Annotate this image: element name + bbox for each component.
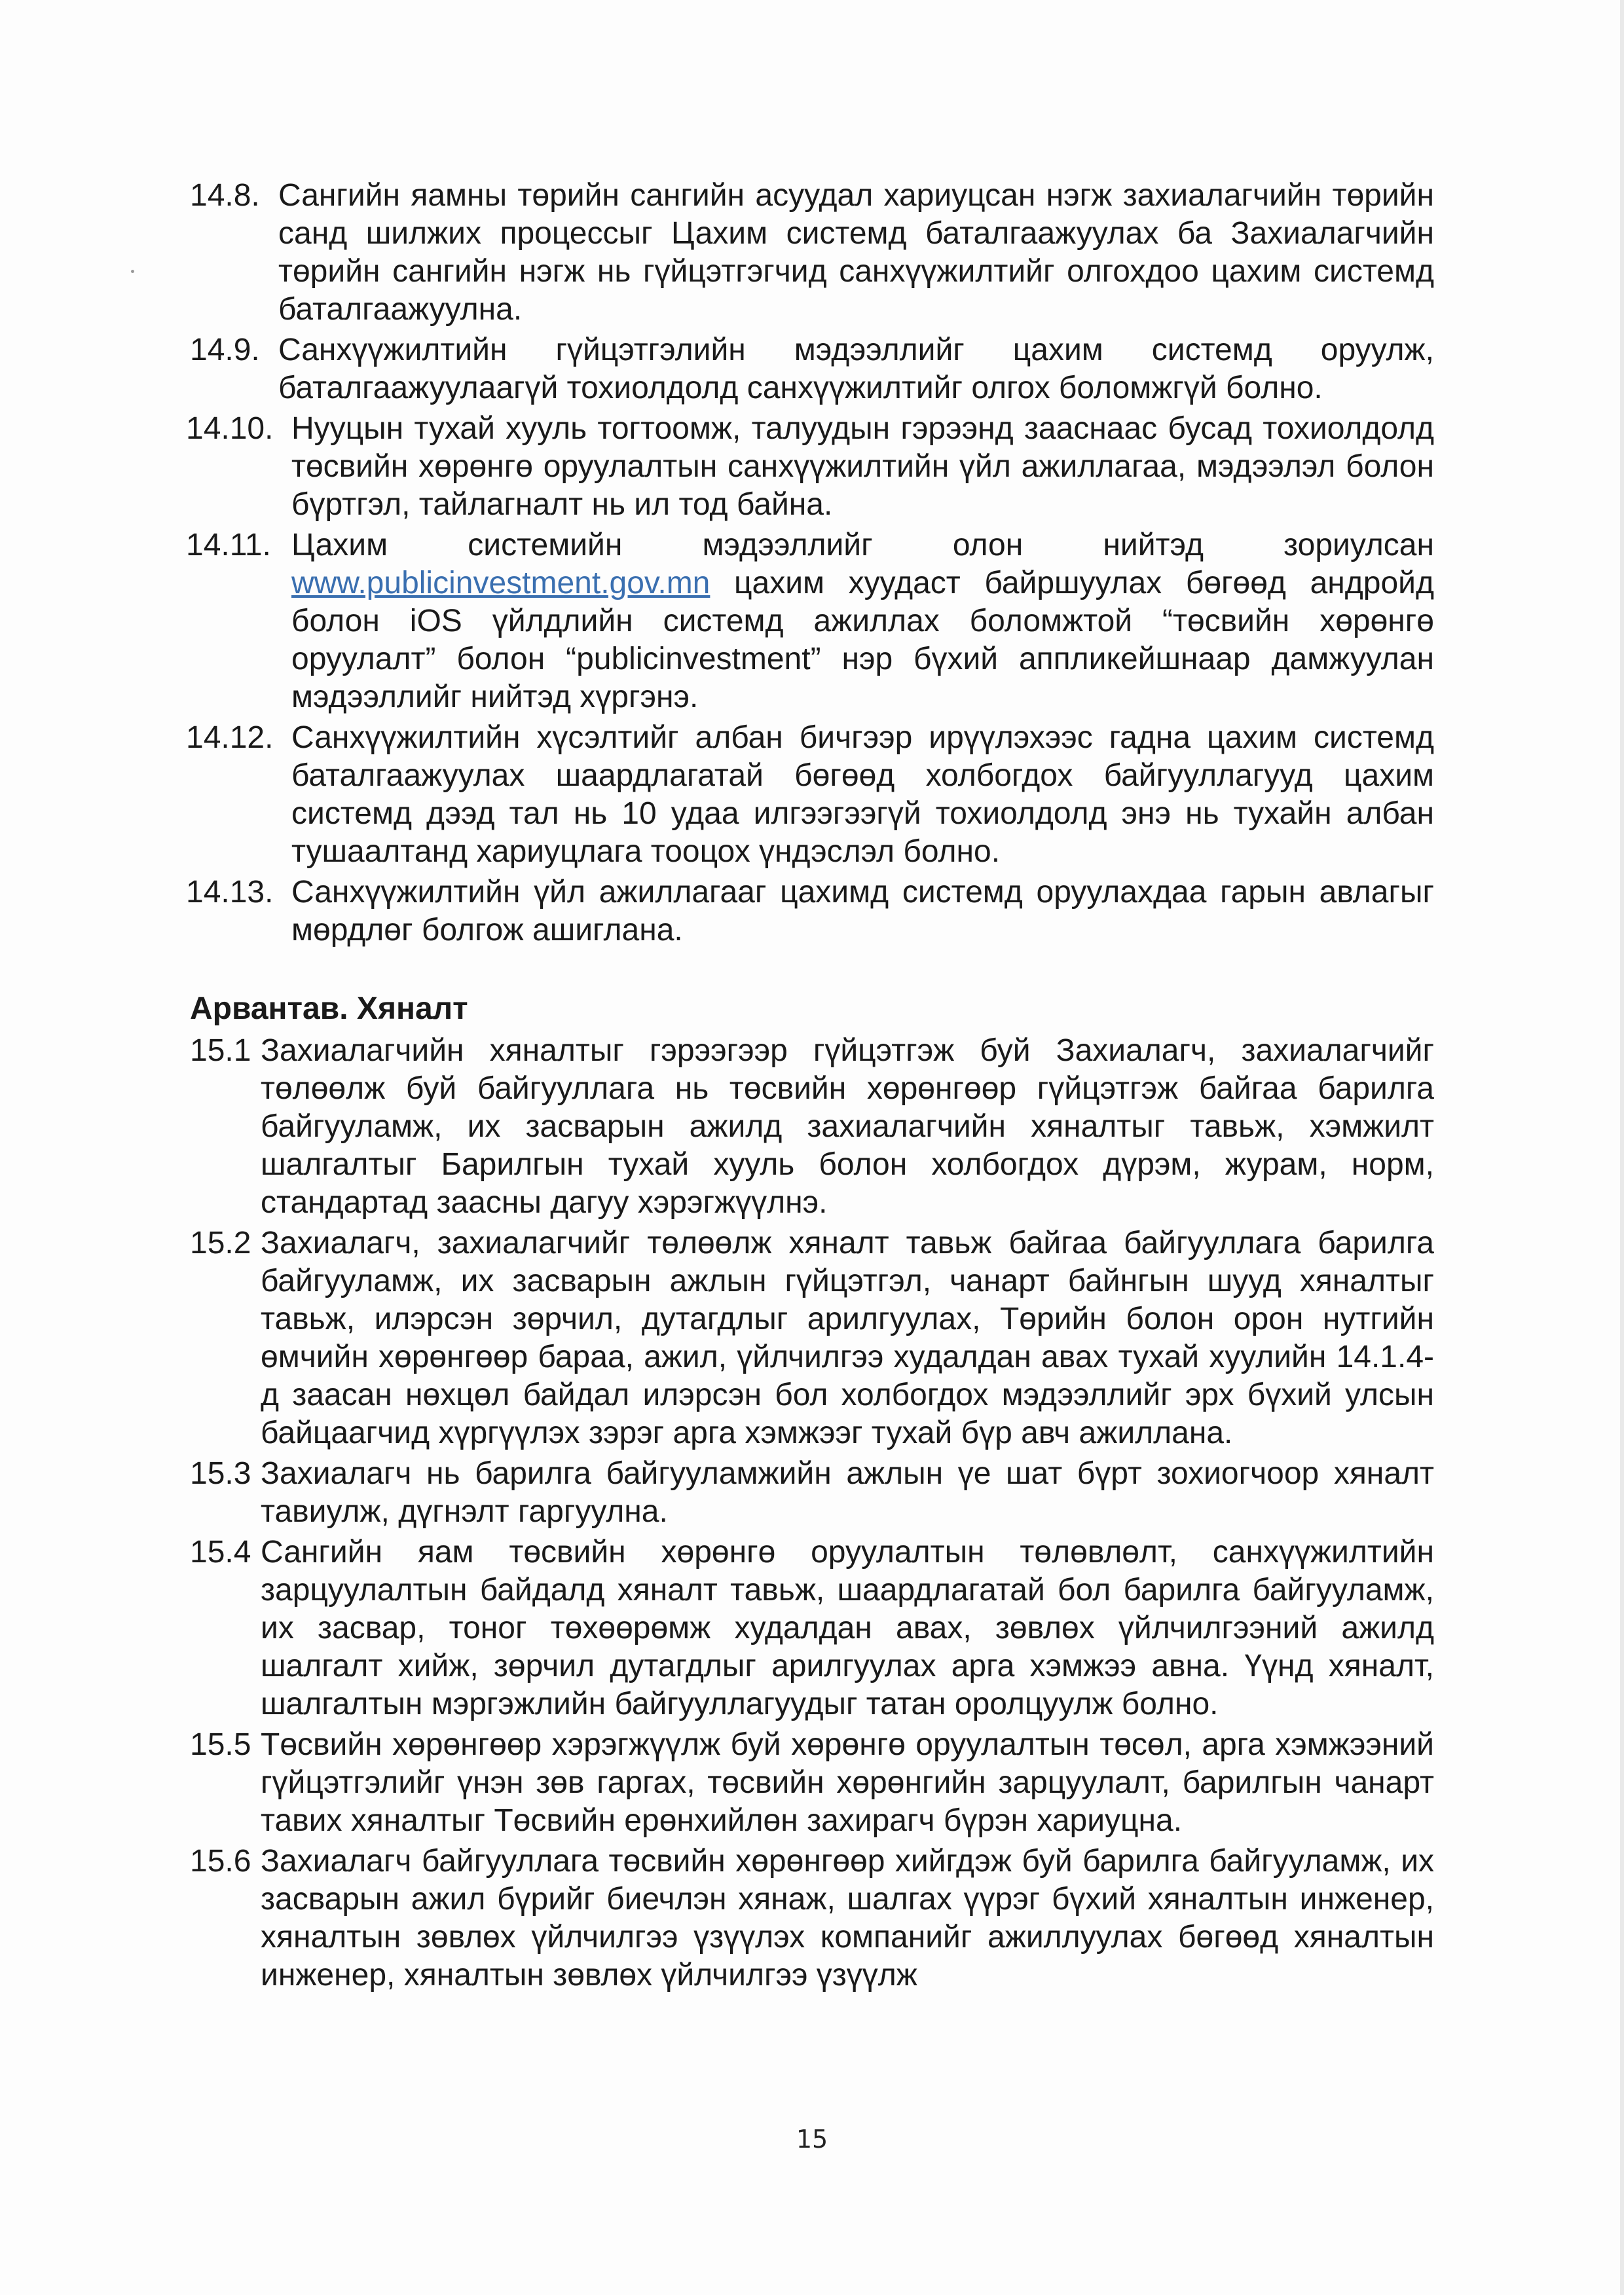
clause-14-8 <box>190 177 1434 329</box>
page-number: 15 <box>796 2125 828 2154</box>
clause-text: Захиалагч байгууллага төсвийн хөрөнгөөр хийгдэж буй барилга байгууламж, их засварын ажил бүрийг биечлэн хянаж, шалгах үүрэг бүхий хяналтын инженер, хяналтын зөвлөх үйлчилгээ үзүүлэх компанийг ажиллуулах бөгөөд хяналтын инженер, хяналтын зөвлөх үйлчилгээ үзүүлж <box>261 1844 1434 1992</box>
clause-number: 15.6 <box>190 1844 251 1879</box>
clause-number: 14.12. <box>186 720 274 755</box>
clause-text: Санхүүжилтийн хүсэлтийг албан бичгээр ирүүлэхээс гадна цахим системд баталгаажуулах шаардлагатай бөгөөд холбогдох байгууллагууд цахим системд дээд тал нь 10 удаа илгээгээгүй тохиолдолд энэ нь тухайн албан тушаалтанд хариуцлага тооцох үндэслэл болно. <box>291 720 1434 869</box>
section-14-list <box>186 177 1434 949</box>
clause-15-3 <box>190 1455 1434 1531</box>
clause-number: 14.9. <box>190 333 260 367</box>
clause-text: Захиалагчийн хяналтыг гэрээгээр гүйцэтгэж буй Захиалагч, захиалагчийг төлөөлж буй байгууллага нь төсвийн хөрөнгөөр гүйцэтгэж байгаа барилга байгууламж, их засварын ажилд захиалагчийн хяналтыг тавьж, хэмжилт шалгалтыг Барилгын тухай хууль болон холбогдох дүрэм, журам, норм, стандартад заасны дагуу хэрэгжүүлнэ. <box>261 1033 1434 1220</box>
clause-14-9 <box>190 331 1434 407</box>
clause-15-1 <box>190 1032 1434 1222</box>
clause-number: 14.8. <box>190 178 260 213</box>
clause-text: Сангийн яам төсвийн хөрөнгө оруулалтын төлөвлөлт, санхүүжилтийн зарцуулалтын байдалд хяналт тавьж, шаардлагатай бол барилга байгууламж, их засвар, тоног төхөөрөмж худалдан авах, зөвлөх үйлчилгээний ажилд шалгалт хийж, зөрчил дутагдлыг арилгуулах арга хэмжээ авна. Үүнд хяналт, шалгалтын мэргэжлийн байгууллагуудыг татан оролцуулж болно. <box>261 1535 1434 1721</box>
clause-15-4 <box>190 1533 1434 1723</box>
clause-text: Цахим системийн мэдээллийг олон нийтэд зориулсан <box>291 528 1434 562</box>
clause-text: Нууцын тухай хууль тогтоомж, талуудын гэрээнд зааснаас бусад тохиолдолд төсвийн хөрөнгө оруулалтын санхүүжилтийн үйл ажиллагаа, мэдээлэл болон бүртгэл, тайлагналт нь ил тод байна. <box>291 411 1434 522</box>
clause-15-5 <box>190 1726 1434 1840</box>
clause-text: Сангийн яамны төрийн сангийн асуудал хариуцсан нэгж захиалагчийн төрийн санд шилжих процессыг Цахим системд баталгаажуулах ба Захиалагчийн төрийн сангийн нэгж нь гүйцэтгэгчид санхүүжилтийг олгохдоо цахим системд баталгаажуулна. <box>278 178 1434 327</box>
clause-number: 15.2 <box>190 1226 251 1260</box>
clause-number: 15.3 <box>190 1456 251 1491</box>
clause-15-2 <box>190 1224 1434 1452</box>
clause-text: Захиалагч нь барилга байгууламжийн ажлын үе шат бүрт зохиогчоор хяналт тавиулж, дүгнэлт гаргуулна. <box>261 1456 1434 1529</box>
clause-text-continued: цахим хуудаст байршуулах бөгөөд андройд болон iOS үйлдлийн системд ажиллах боломжтой “төсвийн хөрөнгө оруулалт” болон “publicinvestment” нэр бүхий аппликейшнаар дамжуулан мэдээллийг нийтэд хүргэнэ. <box>291 566 1434 714</box>
clause-15-6 <box>190 1843 1434 1994</box>
clause-number: 15.4 <box>190 1535 251 1570</box>
clause-number: 14.10. <box>186 411 274 446</box>
clause-number: 14.11. <box>186 528 271 562</box>
section-15-heading: Арвантав. Хяналт <box>190 991 468 1026</box>
clause-text: Санхүүжилтийн үйл ажиллагааг цахимд системд оруулахдаа гарын авлагыг мөрдлөг болгож ашиглана. <box>291 875 1434 947</box>
clause-number: 15.1 <box>190 1033 251 1068</box>
website-link[interactable]: www.publicinvestment.gov.mn <box>291 566 710 600</box>
clause-14-13 <box>186 873 1434 949</box>
clause-text: Санхүүжилтийн гүйцэтгэлийн мэдээллийг цахим системд оруулж, баталгаажуулаагүй тохиолдолд санхүүжилтийг олгох боломжгүй болно. <box>278 333 1434 405</box>
clause-text: Захиалагч, захиалагчийг төлөөлж хяналт тавьж байгаа байгууллага барилга байгууламж, их засварын ажлын гүйцэтгэл, чанарт байнгын шууд хяналтыг тавьж, илэрсэн зөрчил, дутагдлыг арилгуулах, Төрийн болон орон нутгийн өмчийн хөрөнгөөр бараа, ажил, үйлчилгээ худалдан авах тухай хуулийн 14.1.4-д заасан нөхцөл байдал илэрсэн бол холбогдох мэдээллийг эрх бүхий улсын байцаагчид хүргүүлэх зэрэг арга хэмжээг тухай бүр авч ажиллана. <box>261 1226 1434 1450</box>
clause-number: 15.5 <box>190 1727 251 1762</box>
clause-14-12 <box>186 719 1434 871</box>
clause-14-11 <box>186 526 1434 716</box>
scan-edge <box>1620 0 1624 2295</box>
page-content <box>186 177 1434 1997</box>
clause-number: 14.13. <box>186 875 274 909</box>
scan-speck <box>131 270 134 273</box>
clause-14-10 <box>186 410 1434 524</box>
clause-text: Төсвийн хөрөнгөөр хэрэгжүүлж буй хөрөнгө оруулалтын төсөл, арга хэмжээний гүйцэтгэлийг үнэн зөв гаргах, төсвийн хөрөнгийн зарцуулалт, барилгын чанарт тавих хяналтыг Төсвийн ерөнхийлөн захирагч бүрэн хариуцна. <box>261 1727 1434 1838</box>
section-15-list <box>190 1032 1434 1994</box>
